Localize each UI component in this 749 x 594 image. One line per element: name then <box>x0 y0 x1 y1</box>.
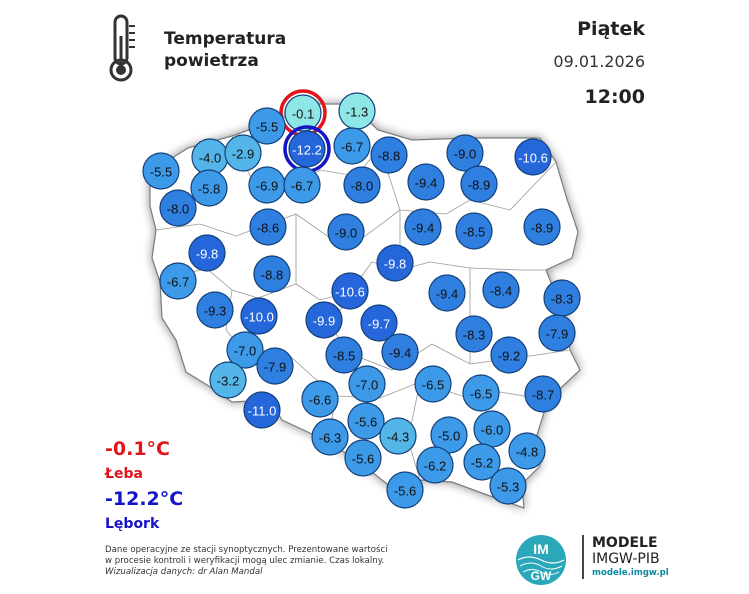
max-temp-value: -0.1°C <box>105 438 170 460</box>
station-value: -9.4 <box>414 175 438 191</box>
station-marker[interactable] <box>328 214 364 250</box>
station-value: -9.2 <box>497 348 521 364</box>
station-marker[interactable] <box>539 315 575 351</box>
station-value: -8.0 <box>350 178 374 194</box>
station-marker[interactable] <box>515 139 551 175</box>
station-value: -8.5 <box>332 348 356 364</box>
brand-line-2: IMGW-PIB <box>592 551 660 567</box>
station-marker[interactable] <box>254 256 290 292</box>
station-marker[interactable] <box>544 280 580 316</box>
station-marker[interactable] <box>306 302 342 338</box>
station-marker[interactable] <box>509 433 545 469</box>
station-marker[interactable] <box>377 245 413 281</box>
station-value: -8.7 <box>531 387 555 403</box>
station-marker[interactable] <box>474 411 510 447</box>
station-value: -0.1 <box>291 106 315 122</box>
station-marker[interactable] <box>345 440 381 476</box>
station-marker[interactable] <box>284 167 320 203</box>
station-marker[interactable] <box>456 316 492 352</box>
station-marker[interactable] <box>524 209 560 245</box>
station-value: -6.7 <box>290 178 314 194</box>
logo-text-bottom: GW <box>530 569 552 583</box>
station-marker[interactable] <box>326 337 362 373</box>
station-value: -6.5 <box>421 377 445 393</box>
station-value: -9.7 <box>367 316 391 332</box>
station-marker[interactable] <box>429 275 465 311</box>
station-value: -5.5 <box>149 164 173 180</box>
station-marker[interactable] <box>250 209 286 245</box>
station-value: -8.3 <box>462 327 486 343</box>
station-value: -8.8 <box>260 267 284 283</box>
station-marker[interactable] <box>382 334 418 370</box>
station-value: -8.5 <box>462 224 486 240</box>
station-marker[interactable] <box>334 128 370 164</box>
station-marker[interactable] <box>371 137 407 173</box>
station-marker[interactable] <box>285 127 329 171</box>
station-marker[interactable] <box>197 292 233 328</box>
station-marker[interactable] <box>387 472 423 508</box>
station-value: -4.3 <box>386 429 410 445</box>
footer-credit: Wizualizacja danych: dr Alan Mandal <box>105 567 263 577</box>
max-temp-station: Łeba <box>105 466 143 482</box>
title-line-1: Temperatura <box>164 29 287 49</box>
station-marker[interactable] <box>463 375 499 411</box>
station-value: -8.6 <box>256 220 280 236</box>
station-marker[interactable] <box>483 272 519 308</box>
time-label: 12:00 <box>584 86 645 108</box>
station-value: -5.3 <box>496 479 520 495</box>
station-marker[interactable] <box>348 403 384 439</box>
station-marker[interactable] <box>210 362 246 398</box>
station-marker[interactable] <box>461 166 497 202</box>
station-marker[interactable] <box>189 235 225 271</box>
station-marker[interactable] <box>225 135 261 171</box>
station-marker[interactable] <box>143 153 179 189</box>
station-value: -4.8 <box>515 444 539 460</box>
station-marker[interactable] <box>160 263 196 299</box>
station-marker[interactable] <box>417 447 453 483</box>
station-marker[interactable] <box>257 348 293 384</box>
station-value: -10.6 <box>518 150 548 166</box>
brand-block <box>582 535 669 579</box>
station-marker[interactable] <box>456 213 492 249</box>
station-marker[interactable] <box>241 298 277 334</box>
station-value: -8.9 <box>467 177 491 193</box>
station-value: -9.4 <box>411 220 435 236</box>
station-value: -6.3 <box>318 430 342 446</box>
station-value: -9.3 <box>203 303 227 319</box>
station-marker[interactable] <box>490 468 526 504</box>
station-value: -9.4 <box>435 286 459 302</box>
station-value: -8.3 <box>550 291 574 307</box>
station-value: -1.3 <box>345 104 369 120</box>
station-marker[interactable] <box>332 273 368 309</box>
station-marker[interactable] <box>344 167 380 203</box>
station-value: -9.0 <box>453 146 477 162</box>
footer-line-1: Dane operacyjne ze stacji synoptycznych. Prezentowane wartości <box>105 545 388 555</box>
station-value: -4.0 <box>198 150 222 166</box>
station-marker[interactable] <box>408 164 444 200</box>
station-marker[interactable] <box>339 93 375 129</box>
footer-line-2: w procesie kontroli i weryfikacji mogą ulec zmianie. Czas lokalny. <box>105 556 385 566</box>
station-value: -12.2 <box>292 142 322 158</box>
station-marker[interactable] <box>380 418 416 454</box>
station-value: -8.9 <box>530 220 554 236</box>
station-value: -7.9 <box>263 359 287 375</box>
station-value: -5.6 <box>354 414 378 430</box>
brand-url[interactable]: modele.imgw.pl <box>592 568 669 578</box>
imgw-logo <box>515 534 567 586</box>
station-value: -5.6 <box>393 483 417 499</box>
station-marker[interactable] <box>191 170 227 206</box>
station-marker[interactable] <box>249 167 285 203</box>
station-value: -6.9 <box>255 178 279 194</box>
station-value: -11.0 <box>247 403 277 419</box>
station-value: -7.0 <box>233 343 257 359</box>
brand-line-1: MODELE <box>592 535 658 551</box>
station-value: -8.8 <box>377 148 401 164</box>
footer-note <box>105 545 405 578</box>
station-marker[interactable] <box>349 366 385 402</box>
station-marker[interactable] <box>491 337 527 373</box>
station-marker[interactable] <box>415 366 451 402</box>
station-value: -9.8 <box>195 246 219 262</box>
station-marker[interactable] <box>160 190 196 226</box>
station-value: -6.6 <box>308 392 332 408</box>
min-temp-station: Lębork <box>105 516 160 532</box>
station-value: -6.7 <box>340 139 364 155</box>
station-value: -5.0 <box>437 428 461 444</box>
station-value: -6.0 <box>480 422 504 438</box>
station-value: -8.0 <box>166 201 190 217</box>
station-marker[interactable] <box>312 419 348 455</box>
station-value: -7.0 <box>355 377 379 393</box>
station-marker[interactable] <box>405 209 441 245</box>
station-marker[interactable] <box>244 392 280 428</box>
day-label: Piątek <box>577 18 645 40</box>
station-value: -5.5 <box>255 119 279 135</box>
station-value: -3.2 <box>216 373 240 389</box>
station-value: -6.5 <box>469 386 493 402</box>
station-marker[interactable] <box>525 376 561 412</box>
title-line-2: powietrza <box>164 51 259 71</box>
logo-text-top: IM <box>533 541 549 557</box>
station-value: -10.6 <box>335 284 365 300</box>
station-value: -6.2 <box>423 458 447 474</box>
station-value: -10.0 <box>244 309 274 325</box>
station-value: -8.4 <box>489 283 513 299</box>
station-value: -5.6 <box>351 451 375 467</box>
station-marker[interactable] <box>302 381 338 417</box>
station-value: -9.9 <box>312 313 336 329</box>
station-value: -9.0 <box>334 225 358 241</box>
station-value: -2.9 <box>231 146 255 162</box>
station-value: -5.8 <box>197 181 221 197</box>
station-value: -5.2 <box>470 455 494 471</box>
min-temp-value: -12.2°C <box>105 488 184 510</box>
station-value: -9.8 <box>383 256 407 272</box>
station-value: -9.4 <box>388 345 412 361</box>
station-value: -7.9 <box>545 326 569 342</box>
date-label: 09.01.2026 <box>553 52 645 71</box>
station-value: -6.7 <box>166 274 190 290</box>
